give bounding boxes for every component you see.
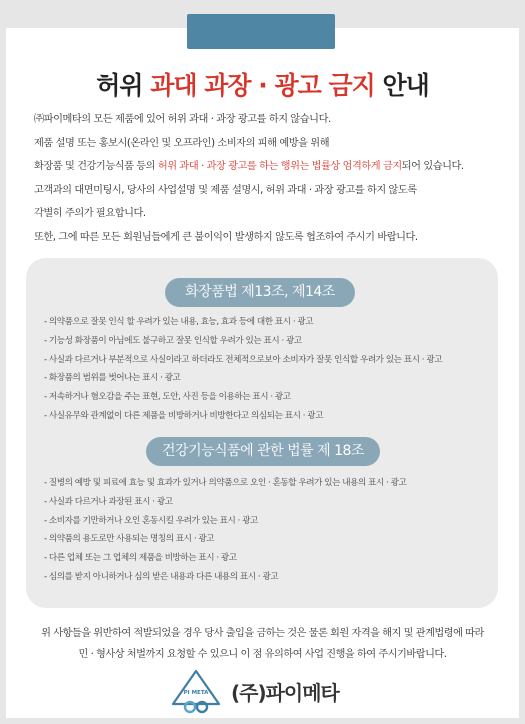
list-item: - 저속하거나 혐오감을 주는 표현, 도안, 사진 등을 이용하는 표시 · 광고 [44,392,291,403]
section-heading-health-food-law: 건강기능식품에 관한 법률 제 18조 [146,437,380,466]
intro-line-5: 각별히 주의가 필요합니다. [34,208,146,220]
title-suffix: 안내 [374,71,429,100]
page-title [0,66,525,102]
pimeta-logo-icon [170,668,222,714]
intro-line-3a: 화장품 및 건강기능식품 등의 [34,161,158,173]
list-item: - 사실유무와 관계없이 다른 제품을 비방하거나 비방한다고 의심되는 표시 · 광고 [44,410,324,421]
list-item: - 화장품의 범위를 벗어나는 표시 · 광고 [44,373,181,384]
intro-line-6: 또한, 그에 따른 모든 회원님들에게 큰 불이익이 발생하지 않도록 협조하여 주시기 바랍니다. [34,231,418,243]
intro-line-3 [34,155,504,179]
list-item: - 의약품의 용도로만 사용되는 명칭의 표시 · 광고 [44,534,215,545]
header-tab-decoration [187,14,335,49]
company-logo [170,668,370,714]
intro-line-2: 제품 설명 또는 홍보시(온라인 및 오프라인) 소비자의 피해 예방을 위해 [34,137,330,149]
list-item: - 사실과 다르거나 부분적으로 사실이라고 하더라도 전체적으로보아 소비자가 잘못 인식할 우려가 있는 표시 · 광고 [44,354,443,365]
list-item: - 다른 업체 또는 그 업체의 제품을 비방하는 표시 · 광고 [44,553,237,564]
intro-highlight: 허위 과대 · 과장 광고를 하는 행위는 법률상 엄격하게 금지 [157,161,402,173]
logo-mark-text: PI META [183,690,209,696]
title-prefix: 허위 [96,71,151,100]
health-food-law-list [44,474,484,587]
list-item: - 소비자를 기만하거나 오인 혼동시킬 우려가 있는 표시 · 광고 [44,515,258,526]
cosmetics-law-list [44,313,484,426]
intro-text [34,108,504,250]
list-item: - 심의를 받지 아니하거나 심의 받은 내용과 다른 내용의 표시 · 광고 [44,571,279,582]
footer-line-1: 위 사항들을 위반하여 적발되었을 경우 당사 출입을 금하는 것은 물론 회원 자격을 해지 및 관계법령에 따라 [41,628,484,639]
intro-line-4: 고객과의 대면미팅시, 당사의 사업설명 및 제품 설명시, 허위 과대 · 과장 광고를 하지 않도록 [34,184,417,196]
title-highlight: 과대 과장 · 광고 금지 [150,71,375,100]
company-name: (주)파이메타 [231,681,339,705]
footer-line-2: 민 · 형사상 처벌까지 요청할 수 있으니 이 점 유의하여 사업 진행을 하여 주시기바랍니다. [78,649,447,660]
list-item: - 사실과 다르거나 과장된 표시 · 광고 [44,496,173,507]
intro-line-1: ㈜파이메타의 모든 제품에 있어 허위 과대 · 과장 광고를 하지 않습니다. [34,114,331,125]
list-item: - 의약품으로 잘못 인식 할 우려가 있는 내용, 효능, 효과 등에 대한 표시 · 광고 [44,317,314,327]
list-item: - 질병의 예방 및 피료에 효능 및 효과가 있거나 의약품으로 오인 · 혼동할 우려가 있는 내용의 표시 · 광고 [44,478,407,488]
section-heading-cosmetics-law: 화장품법 제13조, 제14조 [165,278,355,307]
list-item: - 기능성 화장품이 아님에도 불구하고 잘못 인식할 우려가 있는 표시 · 광고 [44,335,302,346]
intro-line-3c: 되어 있습니다. [401,161,464,173]
